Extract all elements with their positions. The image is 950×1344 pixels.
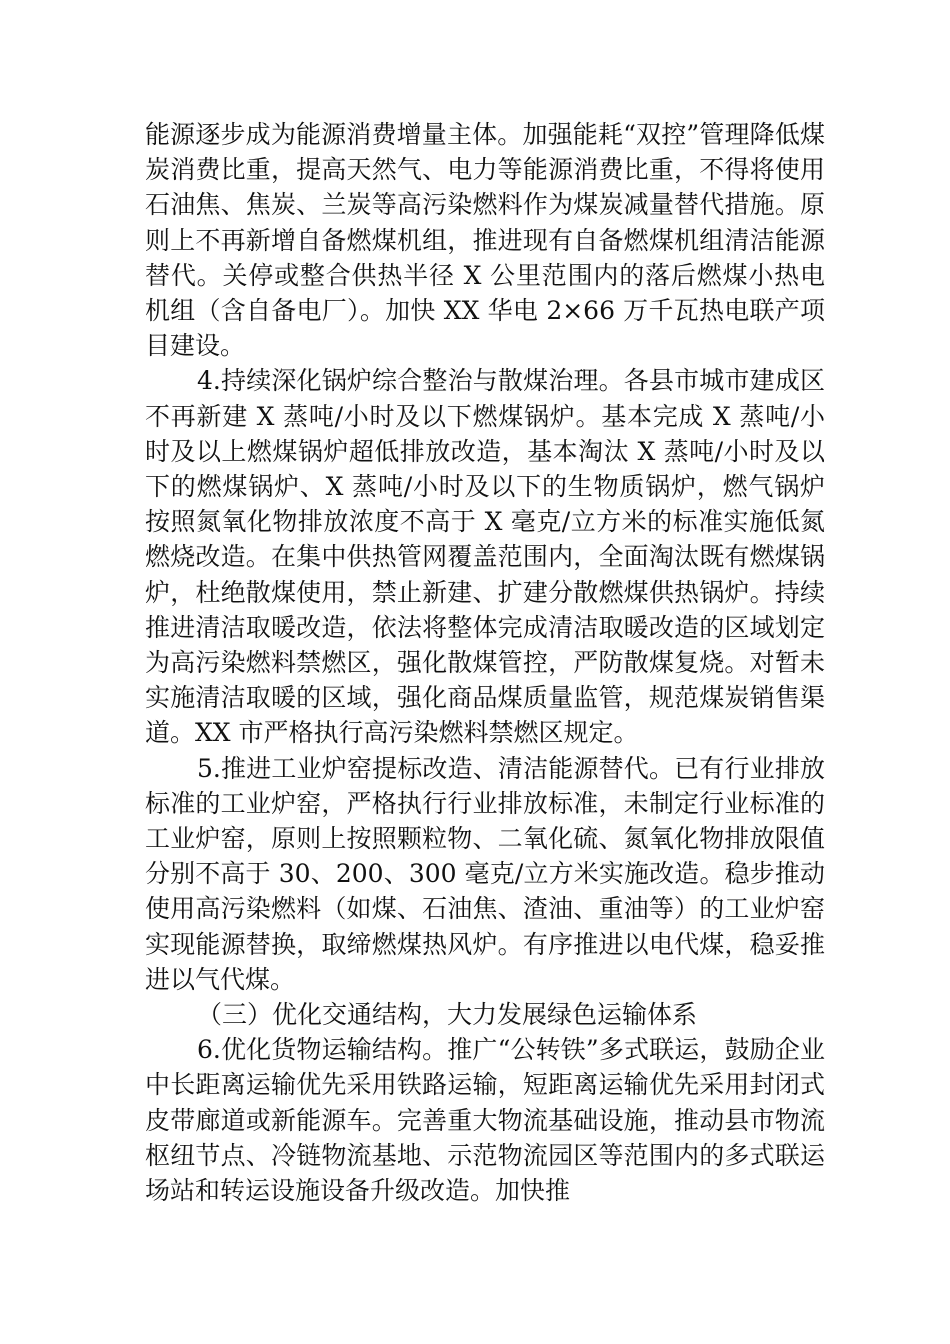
document-body — [145, 117, 825, 1208]
paragraph-item-6: 6.优化货物运输结构。推广“公转铁”多式联运，鼓励企业中长距离运输优先采用铁路运输，短距离运输优先采用封闭式皮带廊道或新能源车。完善重大物流基础设施，推动县市物流枢纽节点、冷链物流基地、示范物流园区等范围内的多式联运场站和转运设施设备升级改造。加快推 — [145, 1035, 825, 1206]
paragraph-item-4: 4.持续深化锅炉综合整治与散煤治理。各县市城市建成区不再新建 X 蒸吨/小时及以下燃煤锅炉。基本完成 X 蒸吨/小时及以上燃煤锅炉超低排放改造，基本淘汰 X 蒸吨/小时及以下的燃煤锅炉、X 蒸吨/小时及以下的生物质锅炉，燃气锅炉按照氮氧化物排放浓度不高于 X 毫克/立方米的标准实施低氮燃烧改造。在集中供热管网覆盖范围内，全面淘汰既有燃煤锅炉，杜绝散煤使用，禁止新建、扩建分散燃煤供热锅炉。持续推进清洁取暖改造，依法将整体完成清洁取暖改造的区域划定为高污染燃料禁燃区，强化散煤管控，严防散煤复烧。对暂未实施清洁取暖的区域，强化商品煤质量监管，规范煤炭销售渠道。XX 市严格执行高污染燃料禁燃区规定。 — [145, 366, 825, 748]
paragraph-item-5: 5.推进工业炉窑提标改造、清洁能源替代。已有行业排放标准的工业炉窑，严格执行行业排放标准，未制定行业标准的工业炉窑，原则上按照颗粒物、二氧化硫、氮氧化物排放限值分别不高于 30、200、300 毫克/立方米实施改造。稳步推动使用高污染燃料（如煤、石油焦、渣油、重油等）的工业炉窑实现能源替换，取缔燃煤热风炉。有序推进以电代煤，稳妥推进以气代煤。 — [145, 753, 825, 994]
paragraph-continuation: 能源逐步成为能源消费增量主体。加强能耗“双控”管理降低煤炭消费比重，提高天然气、电力等能源消费比重，不得将使用石油焦、焦炭、兰炭等高污染燃料作为煤炭减量替代措施。原则上不再新增自备燃煤机组，推进现有自备燃煤机组清洁能源替代。关停或整合供热半径 X 公里范围内的落后燃煤小热电机组（含自备电厂）。加快 XX 华电 2×66 万千瓦热电联产项目建设。 — [145, 120, 825, 361]
section-heading-3: （三）优化交通结构，大力发展绿色运输体系 — [197, 1000, 698, 1030]
